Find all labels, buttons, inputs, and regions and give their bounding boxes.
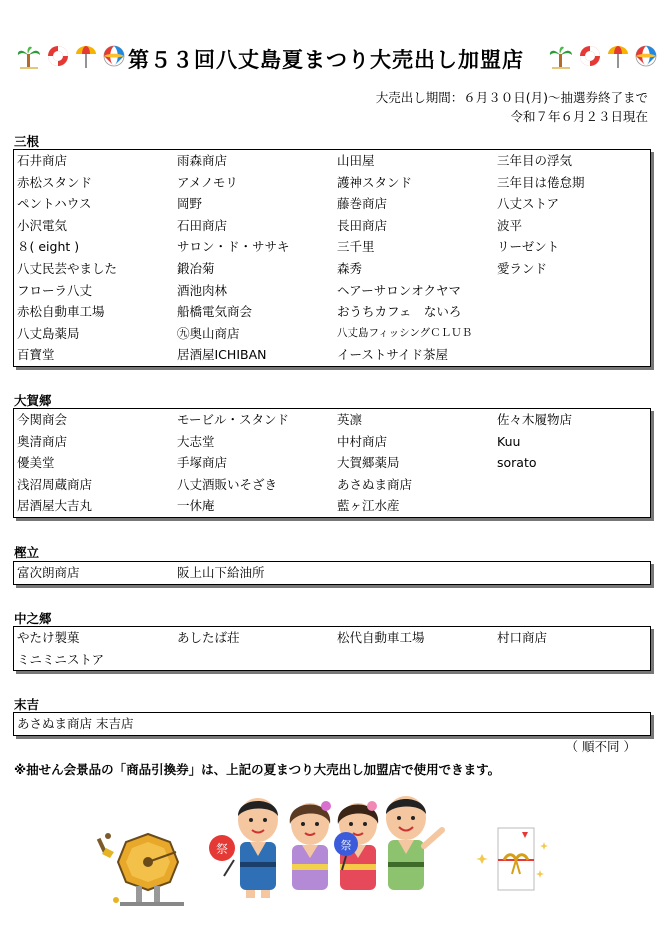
store-cell: 八丈島薬局 <box>17 325 80 341</box>
store-cell: 岡野 <box>177 196 203 212</box>
footnote: ※抽せん会景品の「商品引換券」は、上記の夏まつり大売出し加盟店で使用できます。 <box>14 762 501 777</box>
store-cell: ミニミニストア <box>17 651 105 667</box>
title-decoration-left <box>16 44 126 70</box>
store-cell: 今関商会 <box>17 412 68 427</box>
store-cell: 愛ランド <box>497 260 548 276</box>
lottery-machine-icon <box>96 828 192 908</box>
store-cell: サロン・ド・ササキ <box>177 239 290 255</box>
child-2-figure <box>290 801 331 890</box>
store-grid-mitsune <box>14 150 650 366</box>
store-table-kashitate <box>13 561 651 585</box>
store-cell: フローラ八丈 <box>17 282 93 298</box>
store-grid-kashitate <box>14 562 650 584</box>
store-cell: ㊈奥山商店 <box>177 325 240 341</box>
store-cell: 居酒屋ICHIBAN <box>177 347 267 363</box>
store-cell: 石田商店 <box>177 217 228 233</box>
store-cell: ペントハウス <box>17 196 92 212</box>
store-cell <box>494 562 650 584</box>
store-table-okago <box>13 408 651 518</box>
swim-ring-icon <box>578 44 602 68</box>
store-cell: 奥清商店 <box>17 433 68 449</box>
store-cell: 大志堂 <box>177 433 215 449</box>
beach-ball-icon <box>102 44 126 68</box>
store-cell: Kuu <box>497 433 521 449</box>
store-cell <box>494 474 650 496</box>
store-cell: あしたば荘 <box>177 630 240 645</box>
store-cell: 村口商店 <box>497 630 548 645</box>
store-cell <box>494 649 650 671</box>
store-cell: やたけ製菓 <box>17 630 80 645</box>
order-note: （ 順不同 ） <box>565 739 636 754</box>
beach-ball-icon <box>634 44 658 68</box>
store-cell: 護神スタンド <box>337 174 413 190</box>
store-cell <box>494 495 650 517</box>
beach-umbrella-icon <box>606 44 630 70</box>
store-table-mitsune <box>13 149 651 367</box>
store-cell: 富次朗商店 <box>17 565 80 580</box>
store-cell: 鍛冶菊 <box>177 260 215 276</box>
store-cell: あさぬま商店 <box>337 476 413 492</box>
store-cell: 八丈酒販いそざき <box>177 476 278 492</box>
store-cell <box>494 280 650 302</box>
store-cell: sorato <box>497 455 537 471</box>
store-cell: 長田商店 <box>337 217 388 233</box>
store-cell: 松代自動車工場 <box>337 630 425 645</box>
store-cell <box>494 713 650 735</box>
store-cell: イーストサイド茶屋 <box>337 347 449 363</box>
as-of-date: 令和７年６月２３日現在 <box>510 109 648 124</box>
store-cell: あさぬま商店 末吉店 <box>17 716 134 731</box>
page-title: 第５３回八丈島夏まつり大売出し加盟店 <box>128 48 524 72</box>
store-cell: 波平 <box>497 217 523 233</box>
child-4-figure <box>386 796 442 890</box>
store-cell <box>494 323 650 345</box>
store-cell <box>334 649 494 671</box>
store-cell: 赤松自動車工場 <box>17 304 105 320</box>
store-cell: 山田屋 <box>337 153 375 168</box>
palm-tree-icon <box>16 44 42 70</box>
store-cell: 優美堂 <box>17 455 55 471</box>
store-cell: アメノモリ <box>177 174 238 190</box>
store-grid-okago <box>14 409 650 517</box>
svg-text:祭: 祭 <box>215 842 229 856</box>
store-cell: 一休庵 <box>177 498 215 514</box>
store-cell <box>494 301 650 323</box>
store-cell: おうちカフェ ないろ <box>337 304 462 320</box>
store-cell: 居酒屋大吉丸 <box>17 498 93 514</box>
beach-umbrella-icon <box>74 44 98 70</box>
palm-tree-icon <box>548 44 574 70</box>
store-cell: 三年目は倦怠期 <box>497 174 585 190</box>
title-row <box>0 40 666 80</box>
store-cell <box>174 713 334 735</box>
child-1-figure <box>238 798 278 898</box>
store-cell: 森秀 <box>337 260 363 276</box>
store-cell: 小沢電気 <box>17 217 68 233</box>
store-cell: 阪上山下給油所 <box>177 565 265 580</box>
sale-period <box>376 88 648 126</box>
store-table-sueyoshi <box>13 712 651 736</box>
section-title-sueyoshi: 末吉 <box>14 697 40 712</box>
store-cell: 八丈ストア <box>497 196 560 212</box>
section-title-okago: 大賀郷 <box>14 393 52 408</box>
store-grid-nakanogo <box>14 627 650 670</box>
store-cell <box>334 562 494 584</box>
store-cell <box>334 713 494 735</box>
store-cell: 大賀郷薬局 <box>337 455 400 471</box>
store-cell: 三年目の浮気 <box>497 153 573 168</box>
store-cell: 浅沼周蔵商店 <box>17 476 93 492</box>
store-cell: 三千里 <box>337 239 375 255</box>
store-cell: 佐々木履物店 <box>497 412 573 427</box>
store-cell: 八丈民芸やました <box>17 260 118 276</box>
store-cell: 船橋電気商会 <box>177 304 253 320</box>
store-cell: 中村商店 <box>337 433 388 449</box>
store-cell: 赤松スタンド <box>17 174 93 190</box>
store-cell: 八丈島フィッシングＣＬＵＢ <box>337 326 473 339</box>
section-title-nakanogo: 中之郷 <box>14 611 52 626</box>
store-cell: 百寶堂 <box>17 347 55 363</box>
fan-left-icon <box>209 835 235 876</box>
store-cell: リーゼント <box>497 239 560 255</box>
store-cell: 酒池肉林 <box>177 282 228 298</box>
gift-envelope-icon <box>474 826 554 896</box>
store-cell: 藤巻商店 <box>337 196 388 212</box>
store-cell <box>174 649 334 671</box>
store-cell: 石井商店 <box>17 153 68 168</box>
sale-period-line: 大売出し期間：６月３０日(月)～抽選券終了まで <box>375 90 648 105</box>
store-cell: ８( eight ) <box>17 239 80 255</box>
section-title-mitsune: 三根 <box>14 134 40 149</box>
store-cell: 英凛 <box>337 412 363 427</box>
store-cell: 雨森商店 <box>177 153 228 168</box>
store-table-nakanogo <box>13 626 651 671</box>
swim-ring-icon <box>46 44 70 68</box>
store-cell: 藍ヶ江水産 <box>337 498 400 514</box>
store-cell <box>494 344 650 366</box>
store-cell: モービル・スタンド <box>177 412 290 427</box>
section-title-kashitate: 樫立 <box>14 545 40 560</box>
store-cell: ヘアーサロンオクヤマ <box>337 282 462 298</box>
svg-text:祭: 祭 <box>340 839 352 852</box>
title-decoration-right <box>548 44 658 70</box>
store-cell: 手塚商店 <box>177 455 228 471</box>
festival-children-illustration <box>206 790 452 902</box>
store-grid-sueyoshi <box>14 713 650 735</box>
